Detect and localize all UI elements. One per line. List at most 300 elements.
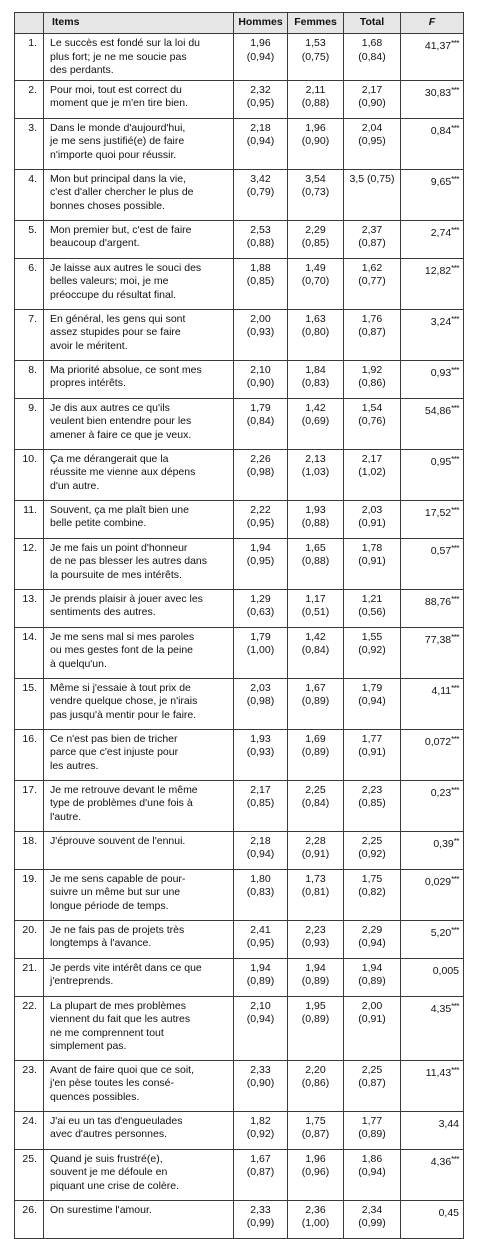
total-mean: 1,77 xyxy=(361,732,383,745)
table-body xyxy=(15,34,464,1239)
hommes-sd: (0,90) xyxy=(246,377,275,389)
item-text-line: avec d'autres personnes. xyxy=(50,1128,167,1140)
row-number: 3. xyxy=(15,118,44,169)
femmes-cell xyxy=(288,996,344,1060)
item-text-line: Le succès est fondé sur la loi du xyxy=(50,37,201,49)
item-text-line: moment que je m'en tire bien. xyxy=(50,97,188,109)
total-mean: 1,78 xyxy=(361,541,383,554)
significance-stars: *** xyxy=(451,874,459,884)
hommes-sd: (0,85) xyxy=(246,275,275,287)
total-cell xyxy=(344,589,401,627)
femmes-sd: (0,81) xyxy=(301,886,330,898)
row-number: 15. xyxy=(15,678,44,729)
header-total: Total xyxy=(344,13,401,34)
femmes-sd: (1,03) xyxy=(301,466,330,478)
item-text-line: Ça me dérangerait que la xyxy=(50,452,169,465)
total-sd: (0,82) xyxy=(358,886,386,898)
item-text-line: avoir le méritent. xyxy=(50,339,128,352)
item-text xyxy=(44,258,234,309)
f-cell xyxy=(401,1060,464,1111)
item-text-line: la poursuite de mes intérêts. xyxy=(50,568,182,581)
total-mean: 2,37 xyxy=(361,223,383,236)
femmes-cell xyxy=(288,729,344,780)
table-row xyxy=(15,920,464,958)
f-cell xyxy=(401,869,464,920)
item-text-line: l'autre. xyxy=(50,810,82,823)
f-value: 30,83 xyxy=(424,86,452,99)
femmes-sd: (0,87) xyxy=(301,1128,330,1140)
total-cell xyxy=(344,220,401,258)
item-text-line: propres intérêts. xyxy=(50,377,126,389)
f-cell xyxy=(401,220,464,258)
total-mean: 1,79 xyxy=(361,681,383,694)
femmes-cell xyxy=(288,869,344,920)
header-row xyxy=(15,13,464,34)
item-text-line: On surestime l'amour. xyxy=(50,1203,152,1216)
table-row xyxy=(15,80,464,118)
total-sd: (0,56) xyxy=(358,606,386,618)
table-row xyxy=(15,869,464,920)
significance-stars: *** xyxy=(451,454,459,464)
table-row xyxy=(15,1111,464,1149)
f-cell xyxy=(401,258,464,309)
header-femmes: Femmes xyxy=(288,13,344,34)
total-cell xyxy=(344,398,401,449)
hommes-mean: 1,96 xyxy=(250,37,271,49)
total-sd: (0,92) xyxy=(358,644,386,656)
results-table xyxy=(14,12,464,1239)
item-text-line: Je me retrouve devant le même xyxy=(50,783,198,796)
femmes-mean: 2,28 xyxy=(305,834,326,847)
total-mean: 2,17 xyxy=(361,452,383,465)
item-text-line: Souvent, ça me plaît bien une xyxy=(50,503,189,516)
hommes-cell xyxy=(234,627,288,678)
item-text-line: Je dis aux autres ce qu'ils xyxy=(50,401,170,414)
item-text-line: plus fort; je ne me soucie pas xyxy=(50,50,187,63)
total-cell xyxy=(344,118,401,169)
significance-stars: *** xyxy=(451,734,459,744)
item-text-line: suivre un même but sur une xyxy=(50,886,181,898)
item-text-line: longtemps à l'avance. xyxy=(50,937,152,949)
table-row xyxy=(15,538,464,589)
item-text xyxy=(44,1060,234,1111)
femmes-sd: (0,83) xyxy=(301,377,330,389)
total-sd: (0,89) xyxy=(358,1128,386,1140)
total-mean: 2,17 xyxy=(361,83,383,96)
f-value: 11,43 xyxy=(425,1066,452,1079)
f-value: 54,86 xyxy=(424,404,452,417)
femmes-cell xyxy=(288,309,344,360)
row-number: 19. xyxy=(15,869,44,920)
item-text-line: assez stupides pour se faire xyxy=(50,326,181,338)
femmes-cell xyxy=(288,678,344,729)
total-sd: (0,94) xyxy=(358,1166,386,1178)
hommes-mean: 1,93 xyxy=(250,732,271,745)
femmes-mean: 2,25 xyxy=(305,783,326,796)
table-row xyxy=(15,169,464,220)
item-text-line: Pour moi, tout est correct du xyxy=(50,83,182,96)
item-text xyxy=(44,678,234,729)
item-text xyxy=(44,996,234,1060)
total-cell xyxy=(344,869,401,920)
f-value: 77,38 xyxy=(424,633,452,646)
significance-stars: *** xyxy=(451,543,459,553)
f-value: 5,20 xyxy=(430,926,452,939)
table-row xyxy=(15,678,464,729)
total-cell xyxy=(344,678,401,729)
total-sd: (0,85) xyxy=(358,797,386,809)
hommes-sd: (0,88) xyxy=(246,237,275,249)
item-text xyxy=(44,920,234,958)
f-cell xyxy=(401,780,464,831)
table-row xyxy=(15,627,464,678)
hommes-mean: 2,18 xyxy=(250,834,271,847)
f-value: 41,37 xyxy=(424,40,452,52)
f-cell xyxy=(401,1200,464,1238)
item-text xyxy=(44,538,234,589)
item-text-line: amener à faire ce que je veux. xyxy=(50,428,192,441)
femmes-cell xyxy=(288,258,344,309)
hommes-mean: 2,17 xyxy=(250,783,271,796)
item-text-line: quences possibles. xyxy=(50,1090,140,1103)
hommes-mean: 2,33 xyxy=(250,1063,271,1076)
item-text xyxy=(44,449,234,500)
f-cell xyxy=(401,1149,464,1200)
total-sd: (1,02) xyxy=(358,466,386,478)
f-cell xyxy=(401,958,464,996)
total-cell xyxy=(344,449,401,500)
item-text xyxy=(44,869,234,920)
femmes-sd: (0,86) xyxy=(301,1077,330,1089)
significance-stars: *** xyxy=(451,174,459,184)
femmes-sd: (0,93) xyxy=(301,937,330,949)
total-mean: 1,21 xyxy=(361,592,383,605)
femmes-cell xyxy=(288,920,344,958)
row-number: 25. xyxy=(15,1149,44,1200)
f-value: 0,072 xyxy=(424,735,452,748)
item-text-line: belle petite combine. xyxy=(50,517,147,529)
f-cell xyxy=(401,309,464,360)
hommes-sd: (0,95) xyxy=(246,517,275,529)
femmes-mean: 1,42 xyxy=(305,630,326,643)
item-text-line: parce que c'est injuste pour xyxy=(50,746,179,758)
hommes-cell xyxy=(234,398,288,449)
significance-stars: *** xyxy=(451,314,459,324)
femmes-mean: 1,93 xyxy=(305,503,326,516)
hommes-cell xyxy=(234,220,288,258)
femmes-cell xyxy=(288,80,344,118)
row-number: 26. xyxy=(15,1200,44,1238)
row-number: 17. xyxy=(15,780,44,831)
significance-stars: *** xyxy=(451,1001,459,1011)
femmes-cell xyxy=(288,589,344,627)
femmes-mean: 1,84 xyxy=(305,363,326,376)
row-number: 1. xyxy=(15,34,44,81)
total-cell xyxy=(344,831,401,869)
total-sd: (0,91) xyxy=(358,746,386,758)
total-sd: (0,99) xyxy=(358,1217,386,1229)
f-value: 4,11 xyxy=(431,684,452,697)
femmes-sd: (0,89) xyxy=(301,1013,330,1025)
item-text-line: longue période de temps. xyxy=(50,899,169,912)
item-text-line: les autres. xyxy=(50,759,99,772)
femmes-sd: (0,89) xyxy=(301,975,330,987)
total-cell xyxy=(344,729,401,780)
hommes-cell xyxy=(234,958,288,996)
item-text-line: J'éprouve souvent de l'ennui. xyxy=(50,834,186,847)
femmes-cell xyxy=(288,500,344,538)
total-mean: 2,34 xyxy=(361,1203,383,1216)
item-text-line: Avant de faire quoi que ce soit, xyxy=(50,1063,194,1076)
hommes-cell xyxy=(234,869,288,920)
femmes-sd: (0,96) xyxy=(301,1166,330,1178)
total-mean: 2,00 xyxy=(361,999,383,1012)
total-mean: 1,76 xyxy=(361,312,383,325)
item-text-line: Mon premier but, c'est de faire xyxy=(50,223,192,236)
femmes-mean: 1,95 xyxy=(305,999,326,1012)
hommes-mean: 1,79 xyxy=(250,401,271,414)
item-text-line: Je me fais un point d'honneur xyxy=(50,541,188,554)
femmes-mean: 1,63 xyxy=(305,312,326,325)
femmes-sd: (0,70) xyxy=(301,275,330,287)
hommes-sd: (0,95) xyxy=(246,555,275,567)
femmes-cell xyxy=(288,1060,344,1111)
f-value: 0,57 xyxy=(430,544,452,557)
item-text-line: La plupart de mes problèmes xyxy=(50,999,186,1012)
hommes-mean: 1,94 xyxy=(250,541,271,554)
femmes-cell xyxy=(288,169,344,220)
hommes-mean: 1,79 xyxy=(250,630,271,643)
table-row xyxy=(15,449,464,500)
femmes-cell xyxy=(288,360,344,398)
item-text xyxy=(44,118,234,169)
row-number: 23. xyxy=(15,1060,44,1111)
item-text-line: Quand je suis frustré(e), xyxy=(50,1152,163,1165)
total-sd: (0,91) xyxy=(358,517,386,529)
row-number: 4. xyxy=(15,169,44,220)
femmes-cell xyxy=(288,1200,344,1238)
total-cell xyxy=(344,1149,401,1200)
femmes-sd: (0,89) xyxy=(301,695,330,707)
row-number: 16. xyxy=(15,729,44,780)
f-cell xyxy=(401,678,464,729)
table-row xyxy=(15,398,464,449)
hommes-cell xyxy=(234,1060,288,1111)
hommes-cell xyxy=(234,449,288,500)
total-mean: 1,92 xyxy=(361,363,383,376)
hommes-cell xyxy=(234,678,288,729)
item-text-line: Ma priorité absolue, ce sont mes xyxy=(50,363,202,376)
femmes-sd: (0,73) xyxy=(301,186,330,198)
item-text-line: Je ne fais pas de projets très xyxy=(50,923,185,936)
table-row xyxy=(15,589,464,627)
femmes-sd: (0,69) xyxy=(301,415,330,427)
hommes-cell xyxy=(234,831,288,869)
hommes-mean: 1,29 xyxy=(250,592,271,605)
total-sd: (0,77) xyxy=(358,275,386,287)
hommes-sd: (0,94) xyxy=(246,135,275,147)
total-cell xyxy=(344,1060,401,1111)
femmes-cell xyxy=(288,780,344,831)
total-sd: (0,89) xyxy=(358,975,386,987)
significance-stars: *** xyxy=(451,683,459,693)
total-mean: 2,29 xyxy=(361,923,383,936)
row-number: 5. xyxy=(15,220,44,258)
total-cell xyxy=(344,920,401,958)
femmes-sd: (0,90) xyxy=(301,135,330,147)
hommes-sd: (0,79) xyxy=(246,186,275,198)
femmes-sd: (0,85) xyxy=(301,237,330,249)
significance-stars: *** xyxy=(451,632,459,642)
significance-stars: *** xyxy=(451,123,459,133)
row-number: 13. xyxy=(15,589,44,627)
item-text-line: ou mes gestes font de la peine xyxy=(50,644,194,656)
item-text xyxy=(44,360,234,398)
f-cell xyxy=(401,80,464,118)
item-text-line: préoccupe du résultat final. xyxy=(50,288,177,301)
hommes-sd: (0,95) xyxy=(246,97,275,109)
item-text-line: bonnes choses possible. xyxy=(50,199,165,212)
f-value: 0,005 xyxy=(432,964,459,977)
significance-stars: *** xyxy=(451,505,459,515)
femmes-sd: (0,88) xyxy=(301,97,330,109)
hommes-sd: (0,90) xyxy=(246,1077,275,1089)
femmes-cell xyxy=(288,627,344,678)
femmes-mean: 2,36 xyxy=(305,1203,326,1216)
item-text-line: d'un autre. xyxy=(50,479,100,492)
hommes-cell xyxy=(234,996,288,1060)
femmes-mean: 1,94 xyxy=(305,961,326,974)
item-text-line: J'ai eu un tas d'engueulades xyxy=(50,1114,183,1127)
header-items: Items xyxy=(44,13,234,34)
table-row xyxy=(15,996,464,1060)
row-number: 24. xyxy=(15,1111,44,1149)
item-text xyxy=(44,500,234,538)
total-sd: (0,90) xyxy=(358,97,386,109)
f-cell xyxy=(401,34,464,81)
hommes-cell xyxy=(234,1200,288,1238)
f-value: 0,95 xyxy=(430,455,452,468)
hommes-sd: (0,94) xyxy=(246,50,275,63)
total-sd: (0,91) xyxy=(358,555,386,567)
total-sd: (0,87) xyxy=(358,1077,386,1089)
hommes-mean: 1,88 xyxy=(250,261,271,274)
item-text xyxy=(44,309,234,360)
femmes-mean: 2,20 xyxy=(305,1063,326,1076)
total-cell xyxy=(344,500,401,538)
femmes-sd: (0,80) xyxy=(301,326,330,338)
femmes-sd: (0,89) xyxy=(301,746,330,758)
total-mean: 1,55 xyxy=(361,630,383,643)
femmes-sd: (1,00) xyxy=(301,1217,330,1229)
f-cell xyxy=(401,1111,464,1149)
hommes-sd: (0,87) xyxy=(246,1166,275,1178)
hommes-cell xyxy=(234,34,288,81)
f-cell xyxy=(401,500,464,538)
table-row xyxy=(15,1149,464,1200)
item-text-line: En général, les gens qui sont xyxy=(50,312,186,325)
table-row xyxy=(15,258,464,309)
item-text-line: Je me sens capable de pour- xyxy=(50,872,186,885)
item-text xyxy=(44,831,234,869)
hommes-cell xyxy=(234,538,288,589)
hommes-sd: (0,98) xyxy=(246,466,275,478)
table-row xyxy=(15,831,464,869)
total-mean: 3,5 (0,75) xyxy=(349,172,395,185)
item-text-line: pas jusqu'à mentir pour le faire. xyxy=(50,708,197,721)
femmes-mean: 3,54 xyxy=(305,172,326,185)
table-row xyxy=(15,958,464,996)
hommes-sd: (0,93) xyxy=(246,746,275,758)
f-value: 3,44 xyxy=(438,1117,459,1130)
hommes-mean: 2,00 xyxy=(250,312,271,325)
item-text-line: type de problèmes d'une fois à xyxy=(50,797,193,809)
femmes-sd: (0,75) xyxy=(301,50,330,63)
row-number: 11. xyxy=(15,500,44,538)
significance-stars: *** xyxy=(451,1065,459,1075)
significance-stars: *** xyxy=(451,85,459,95)
significance-stars: *** xyxy=(451,1154,459,1164)
femmes-sd: (0,91) xyxy=(301,848,330,860)
total-mean: 1,75 xyxy=(361,872,383,885)
femmes-mean: 2,23 xyxy=(305,923,326,936)
total-cell xyxy=(344,1200,401,1238)
item-text-line: réussite me vienne aux dépens xyxy=(50,466,196,478)
hommes-mean: 1,94 xyxy=(250,961,271,974)
significance-stars: *** xyxy=(451,365,459,375)
femmes-cell xyxy=(288,34,344,81)
item-text-line: c'est d'aller chercher le plus de xyxy=(50,186,194,198)
hommes-mean: 2,41 xyxy=(250,923,271,936)
f-cell xyxy=(401,449,464,500)
item-text-line: j'en pèse toutes les consé- xyxy=(50,1077,174,1089)
femmes-cell xyxy=(288,831,344,869)
hommes-sd: (0,95) xyxy=(246,937,275,949)
hommes-sd: (0,94) xyxy=(246,1013,275,1025)
hommes-mean: 2,22 xyxy=(250,503,271,516)
total-sd: (0,87) xyxy=(358,326,386,338)
significance-stars: *** xyxy=(451,925,459,935)
hommes-sd: (0,99) xyxy=(246,1217,275,1229)
f-value: 0,45 xyxy=(438,1206,459,1219)
hommes-mean: 1,80 xyxy=(250,872,271,885)
item-text-line: beaucoup d'argent. xyxy=(50,237,140,249)
femmes-cell xyxy=(288,1111,344,1149)
hommes-cell xyxy=(234,500,288,538)
row-number: 14. xyxy=(15,627,44,678)
item-text xyxy=(44,398,234,449)
hommes-sd: (0,98) xyxy=(246,695,275,707)
item-text-line: des perdants. xyxy=(50,64,114,76)
hommes-sd: (0,84) xyxy=(246,415,275,427)
hommes-cell xyxy=(234,309,288,360)
table-row xyxy=(15,360,464,398)
f-cell xyxy=(401,118,464,169)
f-cell xyxy=(401,996,464,1060)
total-mean: 2,25 xyxy=(361,834,383,847)
significance-stars: *** xyxy=(451,39,459,48)
table-row xyxy=(15,309,464,360)
hommes-cell xyxy=(234,1149,288,1200)
hommes-cell xyxy=(234,729,288,780)
total-cell xyxy=(344,1111,401,1149)
total-mean: 2,25 xyxy=(361,1063,383,1076)
hommes-sd: (0,85) xyxy=(246,797,275,809)
table-row xyxy=(15,220,464,258)
total-cell xyxy=(344,780,401,831)
f-cell xyxy=(401,169,464,220)
total-sd: (0,94) xyxy=(358,937,386,949)
